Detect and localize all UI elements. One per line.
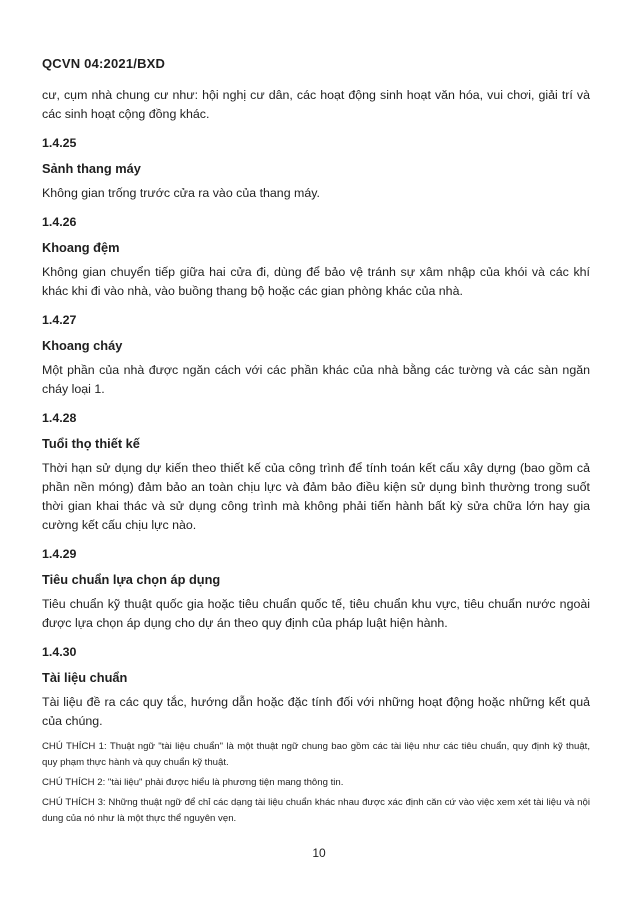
note-1: CHÚ THÍCH 1: Thuật ngữ "tài liệu chuẩn" là một thuật ngữ chung bao gồm các tài liệu như các tiêu chuẩn, quy định kỹ thuật, quy phạm thực hành và quy chuẩn kỹ thuật.: [42, 741, 590, 768]
section-1-4-28: [42, 409, 590, 535]
section-definition: Tiêu chuẩn kỹ thuật quốc gia hoặc tiêu chuẩn quốc tế, tiêu chuẩn khu vực, tiêu chuẩn nước ngoài được lựa chọn áp dụng cho dự án theo quy định của pháp luật hiện hành.: [42, 597, 590, 630]
section-1-4-29: [42, 545, 590, 633]
intro-paragraph: cư, cụm nhà chung cư như: hội nghị cư dân, các hoạt động sinh hoạt văn hóa, vui chơi, giải trí và các sinh hoạt cộng đồng khác.: [42, 88, 590, 121]
section-number: 1.4.26: [42, 215, 77, 229]
section-1-4-25: [42, 134, 590, 203]
section-term: Khoang đệm: [42, 240, 120, 255]
document-header: QCVN 04:2021/BXD: [42, 56, 166, 71]
section-1-4-30: [42, 643, 590, 731]
page-number: 10: [312, 846, 326, 860]
note-3: CHÚ THÍCH 3: Những thuật ngữ để chỉ các dạng tài liệu chuẩn khác nhau được xác định căn cứ vào việc xem xét tài liệu và nội dung của nó như là một thực thể nguyên vẹn.: [42, 797, 590, 824]
section-definition: Không gian chuyển tiếp giữa hai cửa đi, dùng để bảo vệ tránh sự xâm nhập của khói và các khí khác khi đi vào nhà, vào buồng thang bộ hoặc các gian phòng khác của nhà.: [42, 265, 590, 298]
section-number: 1.4.29: [42, 547, 77, 561]
section-number: 1.4.28: [42, 411, 77, 425]
note-2: CHÚ THÍCH 2: "tài liệu" phải được hiểu là phương tiện mang thông tin.: [42, 777, 344, 788]
section-1-4-27: [42, 311, 590, 399]
section-number: 1.4.25: [42, 136, 77, 150]
section-number: 1.4.30: [42, 645, 77, 659]
section-definition: Thời hạn sử dụng dự kiến theo thiết kế của công trình để tính toán kết cấu xây dựng (bao gồm cả phần nền móng) đảm bảo an toàn chịu lực và đảm bảo điều kiện sử dụng bình thường trong suốt thời gian khai thác và sử dụng công trình mà không phải tiến hành bất kỳ sửa chữa lớn hay gia cường kết cấu chịu lực nào.: [42, 461, 590, 532]
section-number: 1.4.27: [42, 313, 77, 327]
section-term: Sảnh thang máy: [42, 161, 141, 176]
section-term: Khoang cháy: [42, 338, 123, 353]
section-definition: Không gian trống trước cửa ra vào của thang máy.: [42, 186, 320, 200]
section-definition: Tài liệu đề ra các quy tắc, hướng dẫn hoặc đặc tính đối với những hoạt động hoặc những kết quả của chúng.: [42, 695, 590, 728]
section-term: Tài liệu chuẩn: [42, 670, 128, 685]
section-1-4-26: [42, 213, 590, 301]
section-term: Tiêu chuẩn lựa chọn áp dụng: [42, 572, 221, 587]
section-term: Tuổi thọ thiết kế: [42, 436, 140, 451]
section-definition: Một phần của nhà được ngăn cách với các phần khác của nhà bằng các tường và các sàn ngăn cháy loại 1.: [42, 363, 590, 396]
document-content: [42, 86, 590, 831]
